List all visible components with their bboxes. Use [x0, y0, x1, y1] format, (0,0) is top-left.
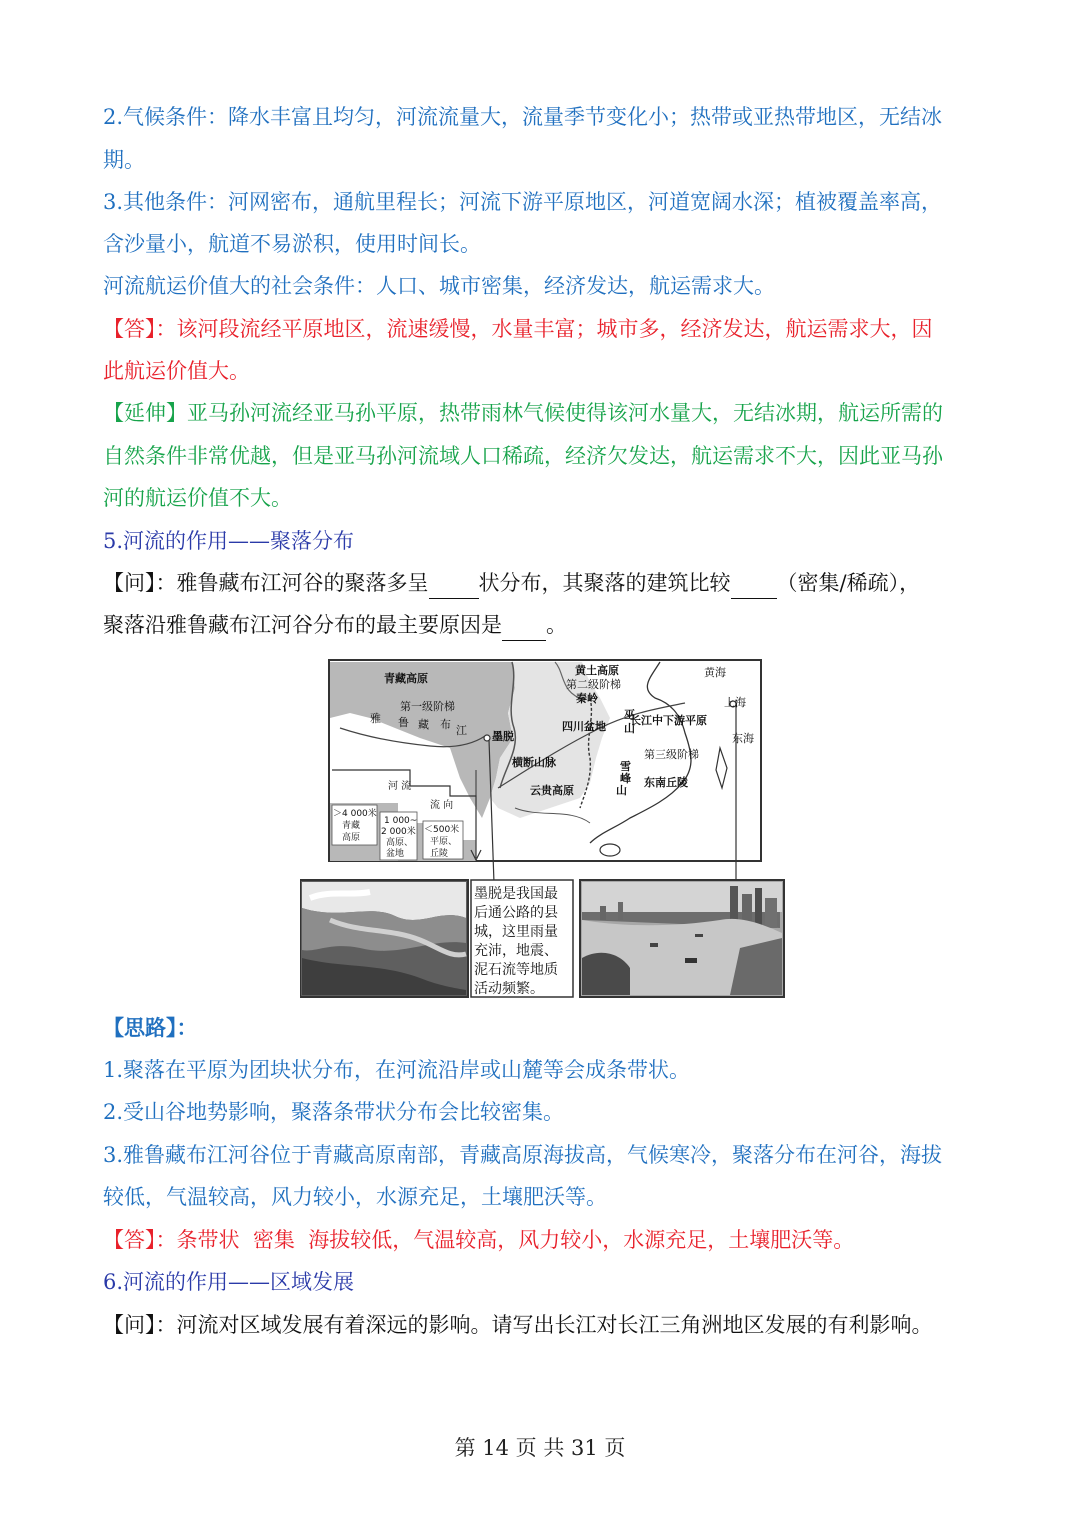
label-yarlung-2: 鲁 [398, 716, 409, 729]
climate-condition-line: 2.气候条件：降水丰富且均匀，河流流量大，流量季节变化小；热带或亚热带地区，无结冰 [103, 105, 943, 129]
zone1-line3: 高原 [342, 833, 361, 843]
label-motuo: 墨脱 [492, 730, 514, 743]
label-qinghai-tibet: 青藏高原 [384, 672, 428, 685]
section-5-heading: 5.河流的作用——聚落分布 [103, 529, 355, 553]
caption-line-1: 墨脱是我国最 [474, 886, 558, 902]
zone3-line2: 平原、 [430, 837, 458, 847]
label-xuefeng-2: 峰 [620, 772, 631, 785]
answer-blank-1 [429, 568, 479, 599]
question-5-line-2 [103, 610, 983, 641]
answer-blank-2 [731, 568, 777, 599]
label-yarlung-3: 藏 [418, 718, 429, 731]
social-condition-line: 河流航运价值大的社会条件：人口、城市密集，经济发达，航运需求大。 [103, 274, 775, 298]
zone3-line1: ＜500米 [424, 825, 460, 835]
reasoning-line-2: 2.受山谷地势影响，聚落条带状分布会比较密集。 [103, 1100, 565, 1124]
reasoning-line-1: 1.聚落在平原为团块状分布，在河流沿岸或山麓等会成条带状。 [103, 1058, 691, 1082]
zone2-line2: 2 000米 [381, 827, 416, 837]
motuo-valley-photo [300, 880, 468, 997]
caption-line-5: 泥石流等地质 [474, 962, 558, 978]
label-yarlung-4: 布 [440, 718, 451, 731]
answer-5-line: 【答】：条带状 密集 海拔较低，气温较高，风力较小，水源充足，土壤肥沃等。 [103, 1228, 855, 1252]
terrain-map-figure [300, 658, 786, 1000]
caption-line-4: 充沛，地震、 [474, 943, 558, 959]
reasoning-line-3-cont: 较低，气温较高，风力较小，水源充足，土壤肥沃等。 [103, 1185, 607, 1209]
question-5-part-2: 状分布，其聚落的建筑比较 [478, 571, 731, 595]
label-southeast-hills: 东南丘陵 [644, 776, 688, 789]
question-5-line [103, 568, 983, 599]
label-yellow-sea: 黄海 [704, 666, 726, 679]
label-loess-plateau: 黄土高原 [575, 664, 619, 677]
caption-box [471, 880, 573, 997]
label-east-sea: 东海 [732, 732, 754, 745]
answer-blank-3 [502, 610, 546, 641]
caption-line-3: 城，这里雨量 [474, 924, 558, 940]
label-xuefeng-1: 雪 [620, 760, 631, 773]
label-qinling: 秦岭 [576, 692, 598, 705]
label-first-step: 第一级阶梯 [400, 700, 455, 713]
other-condition-line: 3.其他条件：河网密布，通航里程长；河流下游平原地区，河道宽阔水深；植被覆盖率高， [103, 190, 943, 214]
caption-line-2: 后通公路的县 [474, 905, 558, 921]
question-5-part-5: 。 [546, 613, 567, 637]
zone1-line1: ＞4 000米 [333, 809, 377, 819]
extension-line-2: 自然条件非常优越，但是亚马孙河流域人口稀疏，经济欠发达，航运需求不大，因此亚马孙 [103, 444, 943, 468]
answer-line: 【答】：该河段流经平原地区，流速缓慢，水量丰富；城市多，经济发达，航运需求大，因 [103, 317, 933, 341]
caption-line-6: 活动频繁。 [474, 981, 544, 997]
answer-line-cont: 此航运价值大。 [103, 359, 250, 383]
label-second-step: 第二级阶梯 [566, 678, 621, 691]
label-sichuan-basin: 四川盆地 [562, 720, 606, 733]
zone3-line3: 丘陵 [430, 849, 449, 859]
question-6-line: 【问】：河流对区域发展有着深远的影响。请写出长江对长江三角洲地区发展的有利影响。 [103, 1313, 933, 1337]
question-5-part-3: （密集/稀疏）， [776, 571, 921, 595]
label-shanghai: 上海 [724, 696, 746, 709]
reasoning-heading: 【思路】： [103, 1015, 198, 1040]
label-third-step: 第三级阶梯 [644, 748, 699, 761]
label-yarlung-1: 雅 [370, 712, 381, 725]
label-wushan-1: 巫 [624, 708, 635, 721]
extension-line: 【延伸】亚马孙河流经亚马孙平原，热带雨林气候使得该河水量大，无结冰期，航运所需的 [103, 401, 943, 425]
label-xuefeng-3: 山 [616, 784, 627, 797]
climate-condition-line-cont: 期。 [103, 148, 145, 172]
label-flow-direction: 流 向 [430, 800, 454, 811]
page-footer: 第 14 页 共 31 页 [454, 1436, 626, 1460]
label-yungui: 云贵高原 [530, 784, 574, 797]
label-hengduan: 横断山脉 [512, 756, 556, 769]
zone2-line4: 盆地 [386, 849, 405, 859]
label-yarlung-5: 江 [456, 724, 467, 737]
extension-line-3: 河的航运价值不大。 [103, 486, 292, 510]
question-5-part-1: 【问】：雅鲁藏布江河谷的聚落多呈 [103, 571, 429, 595]
zone1-line2: 青藏 [342, 821, 361, 831]
question-5-part-4: 聚落沿雅鲁藏布江河谷分布的最主要原因是 [103, 613, 502, 637]
shanghai-river-photo [580, 880, 784, 997]
label-river: 河 流 [388, 781, 412, 792]
zone2-line1: 1 000~ [384, 816, 418, 826]
reasoning-line-3: 3.雅鲁藏布江河谷位于青藏高原南部，青藏高原海拔高，气候寒冷，聚落分布在河谷，海拔 [103, 1143, 943, 1167]
label-wushan-2: 山 [624, 722, 635, 735]
other-condition-line-cont: 含沙量小，航道不易淤积，使用时间长。 [103, 232, 481, 256]
china-terrain-map [329, 660, 761, 883]
zone2-line3: 高原、 [386, 838, 414, 848]
label-yangtze-plain: 长江中下游平原 [630, 714, 707, 727]
section-6-heading: 6.河流的作用——区域发展 [103, 1270, 355, 1294]
